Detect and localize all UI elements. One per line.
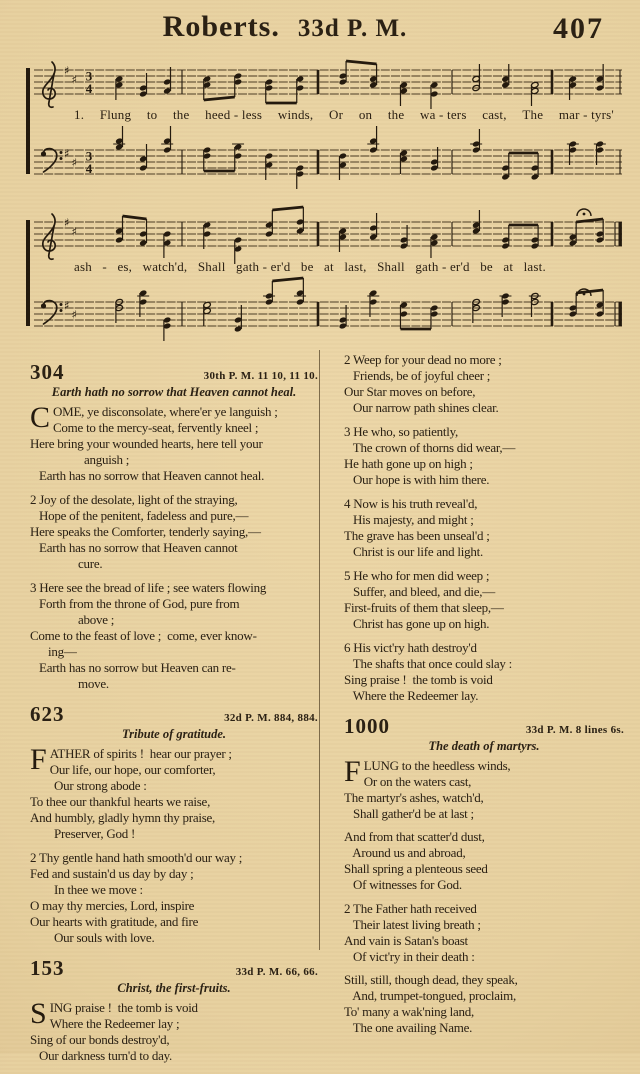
lyric-word: the bbox=[387, 107, 405, 122]
verse-line: OME, ye disconsolate, where'er ye languish ; bbox=[53, 404, 278, 419]
treble-clef-icon bbox=[43, 214, 55, 259]
hymn-number: 1000 bbox=[344, 714, 390, 738]
lyric-word: at bbox=[503, 259, 514, 274]
verse-line: And from that scatter'd dust, bbox=[344, 829, 485, 844]
tune-meter: 33d P. M. bbox=[297, 15, 408, 42]
lyric-word: winds, bbox=[277, 107, 314, 122]
lyric-word: be bbox=[300, 259, 314, 274]
verse-line: First-fruits of them that sleep,— bbox=[344, 600, 504, 615]
verse-line: Of witnesses for God. bbox=[344, 877, 462, 892]
left-column bbox=[30, 352, 318, 1074]
stanza bbox=[344, 496, 624, 560]
hymn-meter: 32d P. M. 884, 884. bbox=[224, 712, 318, 724]
verse-line: Earth has no sorrow that Heaven cannot heal. bbox=[30, 468, 265, 483]
lyric-word: Flung bbox=[99, 107, 132, 122]
lyric-word: cast, bbox=[482, 107, 507, 122]
verse-line: O may thy mercies, Lord, inspire bbox=[30, 898, 195, 913]
verse-line: Where the Redeemer lay ; bbox=[49, 1016, 180, 1031]
lyric-word: last, bbox=[344, 259, 367, 274]
music-score bbox=[26, 52, 626, 350]
verse-line: cure. bbox=[30, 556, 103, 571]
verse-line: The one availing Name. bbox=[344, 1020, 473, 1035]
lyric-word: 1. bbox=[74, 107, 85, 122]
verse-line: Our strong abode : bbox=[30, 778, 147, 793]
verse-line: Come to the feast of love ; come, ever know- bbox=[30, 628, 257, 643]
verse-line: Our narrow path shines clear. bbox=[344, 400, 499, 415]
verse-line: 2 Joy of the desolate, light of the straying, bbox=[30, 492, 238, 507]
drop-cap: C bbox=[30, 401, 51, 434]
stanza bbox=[344, 640, 624, 704]
verse-line: To thee our thankful hearts we raise, bbox=[30, 794, 211, 809]
lyric-word: to bbox=[146, 107, 158, 122]
hymn-continued bbox=[344, 352, 624, 704]
verse-line: 3 He who, so patiently, bbox=[344, 424, 458, 439]
verse-line: Our hope is with him there. bbox=[344, 472, 490, 487]
drop-cap: F bbox=[344, 755, 361, 788]
verse-line: 2 Weep for your dead no more ; bbox=[344, 352, 502, 367]
stanza bbox=[30, 850, 318, 946]
verse-line: anguish ; bbox=[30, 452, 130, 467]
treble-staff-2 bbox=[32, 204, 624, 256]
stanza bbox=[30, 743, 318, 842]
verse-line: Christ has gone up on high. bbox=[344, 616, 490, 631]
hymn-header bbox=[30, 702, 318, 727]
page-number: 407 bbox=[553, 12, 604, 45]
lyric-word: Or bbox=[329, 107, 344, 122]
sharp-icon: ♯ bbox=[64, 215, 70, 230]
verse-line: 6 His vict'ry hath destroy'd bbox=[344, 640, 477, 655]
stanza bbox=[344, 755, 624, 893]
lyric-word: at bbox=[324, 259, 334, 274]
verse-line: 2 Thy gentle hand hath smooth'd our way ; bbox=[30, 850, 243, 865]
verse-line: Suffer, and bleed, and die,— bbox=[344, 584, 496, 599]
verse-line: The martyr's ashes, watch'd, bbox=[344, 790, 484, 805]
stanza bbox=[344, 901, 624, 1036]
bass-staff-1 bbox=[32, 124, 624, 194]
verse-line: ATHER of spirits ! hear our prayer ; bbox=[49, 746, 232, 761]
verse-line: Shall gather'd be at last ; bbox=[344, 806, 474, 821]
verse-line: And vain is Satan's boast bbox=[344, 933, 468, 948]
tune-heading bbox=[0, 10, 570, 44]
verse-line: Where the Redeemer lay. bbox=[344, 688, 479, 703]
verse-line: ing— bbox=[30, 644, 77, 659]
verse-line: Their latest living breath ; bbox=[344, 917, 481, 932]
stanza-gap bbox=[344, 822, 624, 829]
hymn-title: Tribute of gratitude. bbox=[121, 727, 227, 741]
hymn-header bbox=[344, 714, 624, 739]
verse-line: Our hearts with gratitude, and fire bbox=[30, 914, 199, 929]
verse-line: Here speaks the Comforter, tenderly saying,— bbox=[30, 524, 261, 539]
verse-line: Here bring your wounded hearts, here tell your bbox=[30, 436, 263, 451]
verse-line: And, trumpet-tongued, proclaim, bbox=[344, 988, 517, 1003]
lyric-word: wa - ters bbox=[420, 107, 467, 122]
verse-line: Earth has no sorrow that Heaven cannot bbox=[30, 540, 238, 555]
stanza bbox=[344, 568, 624, 632]
hymn-title: The death of martyrs. bbox=[428, 739, 540, 753]
lyric-word: The bbox=[522, 107, 544, 122]
verse-line: Still, still, though dead, they speak, bbox=[344, 972, 518, 987]
hymn-header bbox=[30, 956, 318, 981]
bass-clef-icon bbox=[41, 301, 63, 324]
lyric-word: gath - er'd bbox=[236, 259, 291, 274]
verse-line: Hope of the penitent, fadeless and pure,— bbox=[30, 508, 249, 523]
hymn-1000 bbox=[344, 714, 624, 1036]
music-system-2 bbox=[26, 204, 626, 350]
fermata-icon bbox=[577, 209, 591, 216]
verse-line: 5 He who for men did weep ; bbox=[344, 568, 490, 583]
page-header bbox=[0, 10, 640, 54]
lyric-line-1 bbox=[74, 107, 614, 123]
lyric-word: be bbox=[480, 259, 493, 274]
stanza-gap bbox=[344, 965, 624, 972]
hymn-meter: 33d P. M. 66, 66. bbox=[235, 966, 318, 978]
lyric-word: Shall bbox=[377, 259, 405, 274]
verse-line: ING praise ! the tomb is void bbox=[49, 1000, 198, 1015]
music-system-1 bbox=[26, 52, 626, 194]
verse-line: Sing praise ! the tomb is void bbox=[344, 672, 493, 687]
hymn-title: Christ, the first-fruits. bbox=[117, 981, 231, 995]
verse-line: Our life, our hope, our comforter, bbox=[49, 762, 216, 777]
treble-clef-icon bbox=[43, 62, 55, 107]
verse-line: Our darkness turn'd to day. bbox=[30, 1048, 173, 1063]
verse-line: Fed and sustain'd us day by day ; bbox=[30, 866, 194, 881]
stanza bbox=[30, 580, 318, 692]
lyric-word: the bbox=[172, 107, 190, 122]
hymn-meter: 30th P. M. 11 10, 11 10. bbox=[203, 370, 318, 382]
sharp-icon: ♯ bbox=[71, 224, 78, 239]
time-signature-digit: 4 bbox=[85, 81, 93, 96]
lyric-word: gath - er'd bbox=[415, 259, 470, 274]
stanza bbox=[344, 352, 624, 416]
hymn-623 bbox=[30, 702, 318, 946]
hymn-number: 304 bbox=[30, 360, 65, 384]
time-signature-digit: 4 bbox=[85, 161, 93, 176]
system-barline bbox=[26, 220, 30, 326]
verse-line: Sing of our bonds destroy'd, bbox=[30, 1032, 170, 1047]
verse-line: Around us and abroad, bbox=[344, 845, 466, 860]
drop-cap: F bbox=[30, 743, 47, 776]
verse-line: Earth has no sorrow but Heaven can re- bbox=[30, 660, 236, 675]
verse-line: To' many a wak'ning land, bbox=[344, 1004, 475, 1019]
lyric-word: last. bbox=[523, 259, 546, 274]
stanza bbox=[344, 424, 624, 488]
lyric-word: - bbox=[102, 259, 107, 274]
hymn-number: 153 bbox=[30, 956, 65, 980]
lyric-word: on bbox=[358, 107, 373, 122]
lyric-word: es, bbox=[117, 259, 133, 274]
stanza bbox=[30, 997, 318, 1064]
verse-line: He hath gone up on high ; bbox=[344, 456, 473, 471]
verse-line: 2 The Father hath received bbox=[344, 901, 477, 916]
verse-line: Friends, be of joyful cheer ; bbox=[344, 368, 491, 383]
hymn-153 bbox=[30, 956, 318, 1064]
verse-line: The shafts that once could slay : bbox=[344, 656, 513, 671]
verse-line: The grave has been unseal'd ; bbox=[344, 528, 490, 543]
time-signature-digit: 3 bbox=[85, 148, 93, 164]
hymn-304 bbox=[30, 360, 318, 692]
time-signature-digit: 3 bbox=[85, 68, 93, 84]
hymn-columns bbox=[30, 352, 624, 1074]
lyric-word: heed - less bbox=[205, 107, 263, 122]
sharp-icon: ♯ bbox=[71, 72, 78, 87]
verse-line: And humbly, gladly hymn thy praise, bbox=[30, 810, 216, 825]
verse-line: 3 Here see the bread of life ; see waters flowing bbox=[30, 580, 267, 595]
lyric-word: mar - tyrs' bbox=[558, 107, 614, 122]
sharp-icon: ♯ bbox=[64, 298, 70, 313]
right-column bbox=[344, 352, 624, 1074]
hymn-meter: 33d P. M. 8 lines 6s. bbox=[525, 724, 624, 736]
sharp-icon: ♯ bbox=[64, 146, 70, 161]
verse-line: Our souls with love. bbox=[30, 930, 155, 945]
verse-line: The crown of thorns did wear,— bbox=[344, 440, 516, 455]
hymn-number: 623 bbox=[30, 702, 65, 726]
sharp-icon: ♯ bbox=[71, 307, 78, 322]
verse-line: move. bbox=[30, 676, 109, 691]
verse-line: Preserver, God ! bbox=[30, 826, 136, 841]
verse-line: Or on the waters cast, bbox=[363, 774, 472, 789]
lyric-word: watch'd, bbox=[142, 259, 188, 274]
hymn-title: Earth hath no sorrow that Heaven cannot heal. bbox=[51, 385, 297, 399]
verse-line: Forth from the throne of God, pure from bbox=[30, 596, 240, 611]
verse-line: His majesty, and might ; bbox=[344, 512, 474, 527]
treble-staff-1 bbox=[32, 52, 624, 104]
tune-name: Roberts. bbox=[162, 10, 280, 43]
verse-line: 4 Now is his truth reveal'd, bbox=[344, 496, 478, 511]
bass-clef-icon bbox=[41, 149, 63, 172]
lyric-word: Shall bbox=[197, 259, 226, 274]
verse-line: In thee we move : bbox=[30, 882, 143, 897]
verse-line: Of vict'ry in their death : bbox=[344, 949, 475, 964]
verse-line: Shall spring a plenteous seed bbox=[344, 861, 488, 876]
stanza bbox=[30, 401, 318, 484]
lyric-word: ash bbox=[74, 259, 92, 274]
lyric-line-2 bbox=[74, 259, 546, 275]
hymn-header bbox=[30, 360, 318, 385]
system-barline bbox=[26, 68, 30, 174]
verse-line: LUNG to the heedless winds, bbox=[363, 758, 511, 773]
drop-cap: S bbox=[30, 997, 47, 1030]
sharp-icon: ♯ bbox=[71, 155, 78, 170]
verse-line: above ; bbox=[30, 612, 115, 627]
bass-staff-2 bbox=[32, 276, 624, 346]
sharp-icon: ♯ bbox=[64, 63, 70, 78]
verse-line: Christ is our life and light. bbox=[344, 544, 483, 559]
stanza bbox=[30, 492, 318, 572]
verse-line: Our Star moves on before, bbox=[344, 384, 476, 399]
verse-line: Come to the mercy-seat, fervently kneel ; bbox=[53, 420, 259, 435]
